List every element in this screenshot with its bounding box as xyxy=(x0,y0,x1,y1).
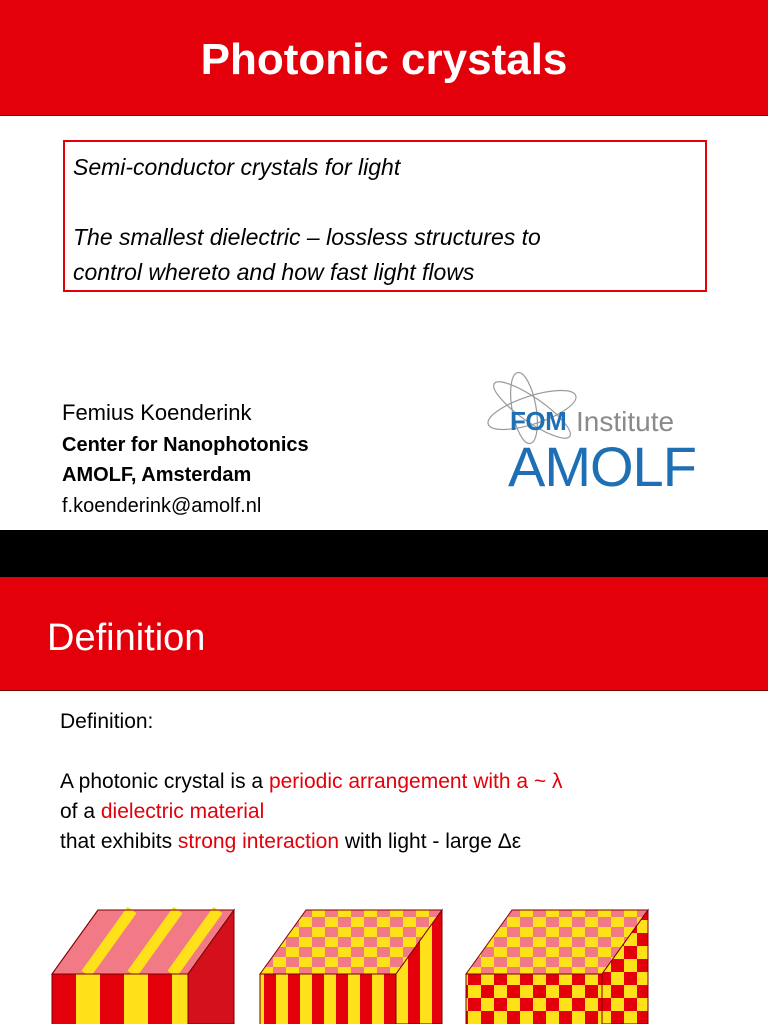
text-run: that exhibits xyxy=(60,830,178,853)
box-line-2b: control whereto and how fast light flows xyxy=(73,259,475,285)
logo-institute-text: Institute xyxy=(576,406,675,437)
title-bar xyxy=(0,0,768,116)
author-email: f.koenderink@amolf.nl xyxy=(62,495,262,517)
logo-fom-text: FOM xyxy=(510,406,567,436)
text-run: with light - large Δε xyxy=(339,830,522,853)
logo-amolf-text: AMOLF xyxy=(508,435,696,498)
slide-2 xyxy=(0,577,768,1024)
title-bar xyxy=(0,577,768,691)
highlight-run: dielectric material xyxy=(100,800,265,823)
crystal-3d-illustration xyxy=(466,910,648,1024)
definition-line-2 xyxy=(60,797,563,827)
definition-label: Definition: xyxy=(60,710,154,733)
highlight-box xyxy=(63,140,707,292)
slide-title: Definition xyxy=(47,617,206,659)
text-run: A photonic crystal is a xyxy=(60,770,269,793)
highlight-run: periodic arrangement with a ~ λ xyxy=(268,770,563,793)
text-run: of a xyxy=(60,800,101,823)
box-line-2a: The smallest dielectric – lossless structures to xyxy=(73,224,541,250)
box-line-1: Semi-conductor crystals for light xyxy=(73,154,401,180)
definition-text xyxy=(60,707,563,857)
fom-amolf-logo xyxy=(470,362,710,527)
slide-title: Photonic crystals xyxy=(200,35,568,84)
definition-line-1 xyxy=(60,767,563,797)
author-name: Femius Koenderink xyxy=(62,400,252,425)
author-block xyxy=(62,396,309,522)
highlight-run: strong interaction xyxy=(177,830,339,853)
definition-line-3 xyxy=(60,827,563,857)
affiliation-line-2: AMOLF, Amsterdam xyxy=(62,464,252,486)
crystal-illustrations xyxy=(0,907,768,1024)
crystal-2d-illustration xyxy=(260,910,442,1024)
crystal-1d-illustration xyxy=(52,910,234,1024)
affiliation-line-1: Center for Nanophotonics xyxy=(62,434,309,456)
